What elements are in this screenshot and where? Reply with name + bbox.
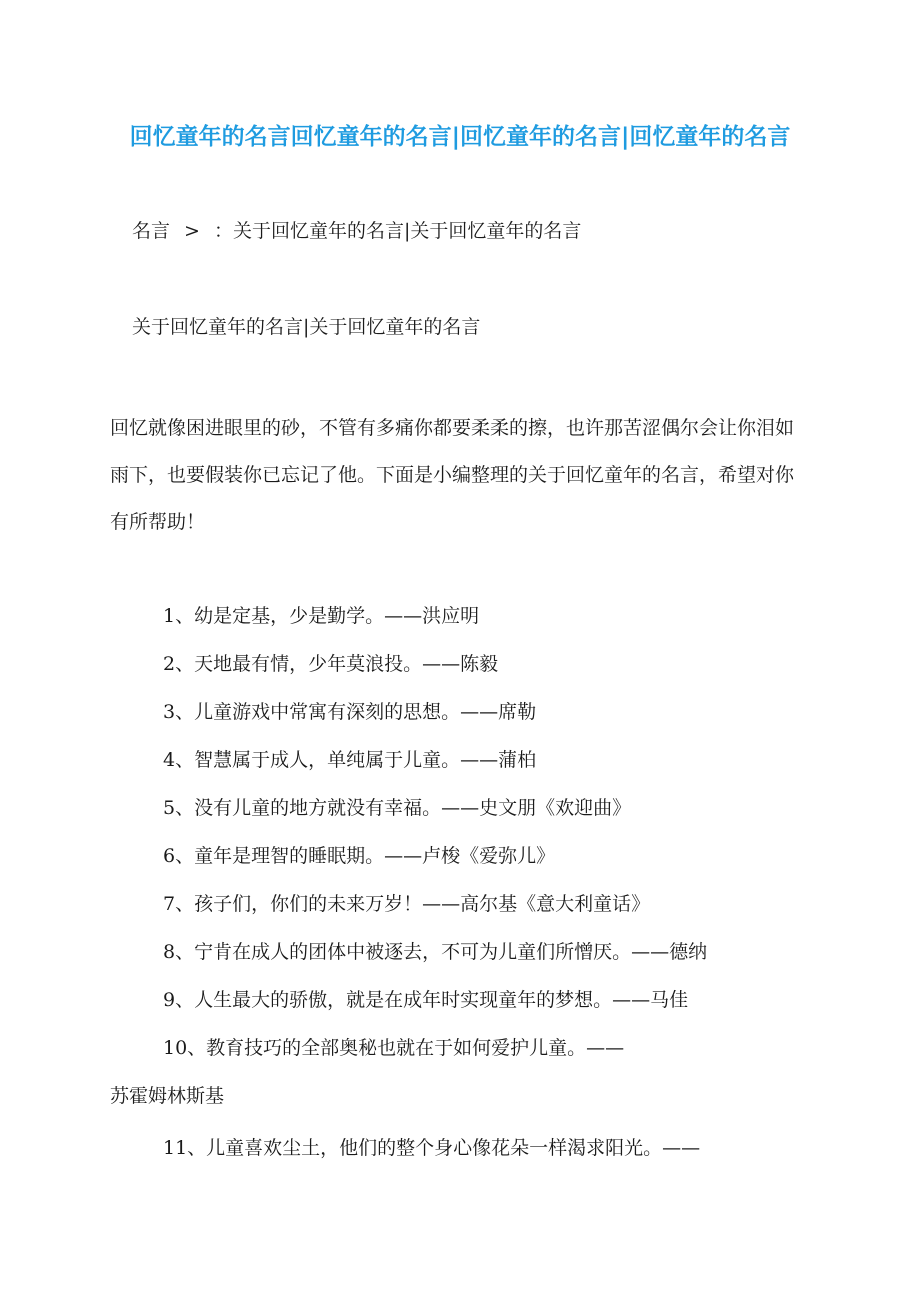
subheading: 关于回忆童年的名言|关于回忆童年的名言: [132, 316, 481, 338]
breadcrumb: [132, 217, 581, 245]
quote-item: 2、天地最有情，少年莫浪投。——陈毅: [163, 653, 499, 675]
quote-item: 8、宁肯在成人的团体中被逐去，不可为儿童们所憎厌。——德纳: [163, 941, 708, 963]
quote-item: 11、儿童喜欢尘土，他们的整个身心像花朵一样渴求阳光。——: [163, 1137, 701, 1159]
breadcrumb-root: 名言: [132, 220, 171, 242]
quote-item: 5、没有儿童的地方就没有幸福。——史文朋《欢迎曲》: [163, 797, 632, 819]
intro-paragraph: 回忆就像困进眼里的砂，不管有多痛你都要柔柔的擦，也许那苦涩偶尔会让你泪如雨下，也要假装你已忘记了他。下面是小编整理的关于回忆童年的名言，希望对你有所帮助！: [110, 417, 795, 533]
quote-item: 4、智慧属于成人，单纯属于儿童。——蒲柏: [163, 749, 537, 771]
breadcrumb-separator: >: [184, 220, 200, 242]
quote-item: 7、孩子们，你们的未来万岁！——高尔基《意大利童话》: [163, 893, 651, 915]
quote-item: 3、儿童游戏中常寓有深刻的思想。——席勒: [163, 701, 537, 723]
quote-item-continuation: 苏霍姆林斯基: [110, 1085, 225, 1107]
page-title: 回忆童年的名言回忆童年的名言|回忆童年的名言|回忆童年的名言: [129, 124, 791, 150]
quote-item: 1、幼是定基，少是勤学。——洪应明: [163, 605, 480, 627]
quote-item: 6、童年是理智的睡眠期。——卢梭《爱弥儿》: [163, 845, 556, 867]
breadcrumb-current: ：关于回忆童年的名言|关于回忆童年的名言: [213, 220, 582, 242]
quote-item: 10、教育技巧的全部奥秘也就在于如何爱护儿童。——: [163, 1037, 625, 1059]
quote-item: 9、人生最大的骄傲，就是在成年时实现童年的梦想。——马佳: [163, 989, 689, 1011]
